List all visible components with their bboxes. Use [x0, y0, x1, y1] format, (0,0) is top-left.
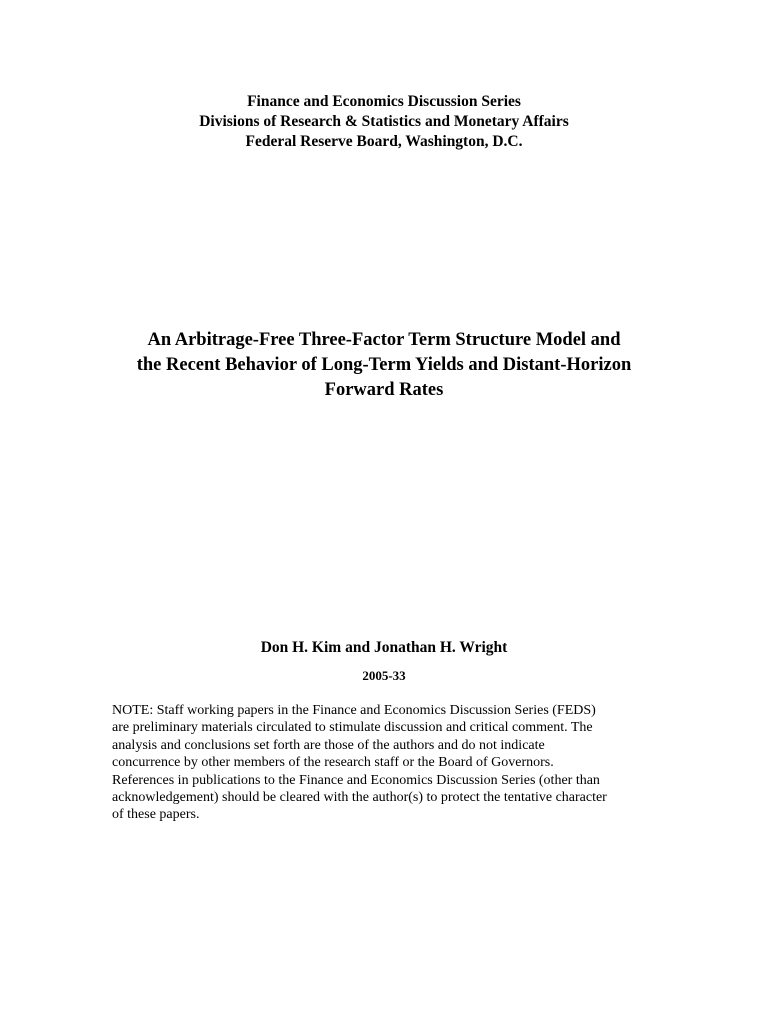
series-header: [0, 92, 768, 152]
title-line-2: the Recent Behavior of Long-Term Yields and Distant-Horizon: [136, 355, 632, 375]
title-line-1: An Arbitrage-Free Three-Factor Term Structure Model and: [147, 330, 621, 350]
disclaimer-note: [112, 702, 672, 824]
note-line: of these papers.: [112, 807, 200, 823]
division-name: Divisions of Research & Statistics and Monetary Affairs: [199, 113, 569, 130]
series-name: Finance and Economics Discussion Series: [247, 93, 521, 110]
paper-number: 2005-33: [362, 668, 406, 683]
title-line-3: Forward Rates: [324, 380, 444, 400]
note-line: NOTE: Staff working papers in the Finance and Economics Discussion Series (FEDS): [112, 703, 596, 718]
note-line: analysis and conclusions set forth are those of the authors and do not indicate: [112, 737, 545, 753]
note-line: References in publications to the Finance and Economics Discussion Series (other than: [112, 772, 600, 788]
institution-name: Federal Reserve Board, Washington, D.C.: [245, 133, 523, 150]
note-line: concurrence by other members of the research staff or the Board of Governors.: [112, 755, 554, 771]
note-line: are preliminary materials circulated to stimulate discussion and critical comment. The: [112, 720, 593, 736]
note-line: acknowledgement) should be cleared with the author(s) to protect the tentative character: [112, 790, 607, 806]
paper-authors: Don H. Kim and Jonathan H. Wright: [260, 639, 508, 656]
paper-title: [0, 328, 768, 403]
